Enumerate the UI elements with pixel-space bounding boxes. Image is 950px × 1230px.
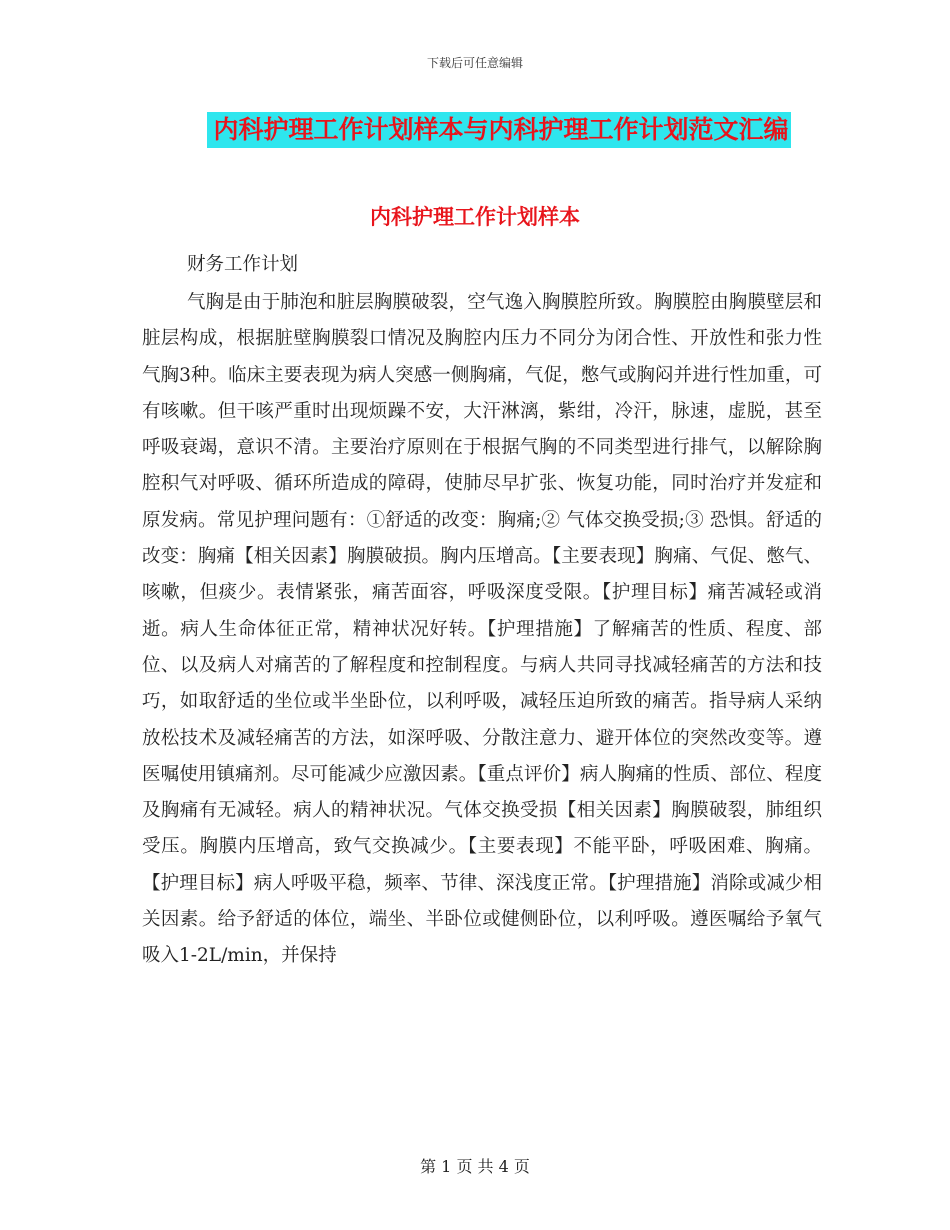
section-title: 内科护理工作计划样本 [370, 204, 580, 229]
page-header-note: 下载后可任意编辑 [426, 56, 523, 70]
subheading: 财务工作计划 [187, 254, 299, 275]
page-footer: 第 1 页 共 4 页 [420, 1157, 530, 1176]
document-title: 内科护理工作计划样本与内科护理工作计划范文汇编 [207, 112, 790, 148]
body-paragraph: 气胸是由于肺泡和脏层胸膜破裂，空气逸入胸膜腔所致。胸膜腔由胸膜壁层和脏层构成，根据脏壁胸膜裂口情况及胸腔内压力不同分为闭合性、开放性和张力性气胸3种。临床主要表现为病人突感一侧胸痛，气促，憋气或胸闷并进行性加重，可有咳嗽。但干咳严重时出现烦躁不安，大汗淋漓，紫绀，冷汗，脉速，虚脱，甚至呼吸衰竭，意识不清。主要治疗原则在于根据气胸的不同类型进行排气，以解除胸腔积气对呼吸、循环所造成的障碍，使肺尽早扩张、恢复功能，同时治疗并发症和原发病。常见护理问题有：①舒适的改变：胸痛;② 气体交换受损;③ 恐惧。舒适的改变：胸痛【相关因素】胸膜破损。胸内压增高。【主要表现】胸痛、气促、憋气、咳嗽，但痰少。表情紧张，痛苦面容，呼吸深度受限。【护理目标】痛苦减轻或消逝。病人生命体征正常，精神状况好转。【护理措施】了解痛苦的性质、程度、部位、以及病人对痛苦的了解程度和控制程度。与病人共同寻找减轻痛苦的方法和技巧，如取舒适的坐位或半坐卧位，以利呼吸，减轻压迫所致的痛苦。指导病人采纳放松技术及减轻痛苦的方法，如深呼吸、分散注意力、避开体位的突然改变等。遵医嘱使用镇痛剂。尽可能减少应激因素。【重点评价】病人胸痛的性质、部位、程度及胸痛有无减轻。病人的精神状况。气体交换受损【相关因素】胸膜破裂，肺组织受压。胸膜内压增高，致气交换减少。【主要表现】不能平卧，呼吸困难、胸痛。【护理目标】病人呼吸平稳，频率、节律、深浅度正常。【护理措施】消除或减少相关因素。给予舒适的体位，端坐、半卧位或健侧卧位，以利呼吸。遵医嘱给予氧气吸入1-2L/min，并保持 [142, 292, 822, 967]
document-title-container [0, 112, 950, 148]
